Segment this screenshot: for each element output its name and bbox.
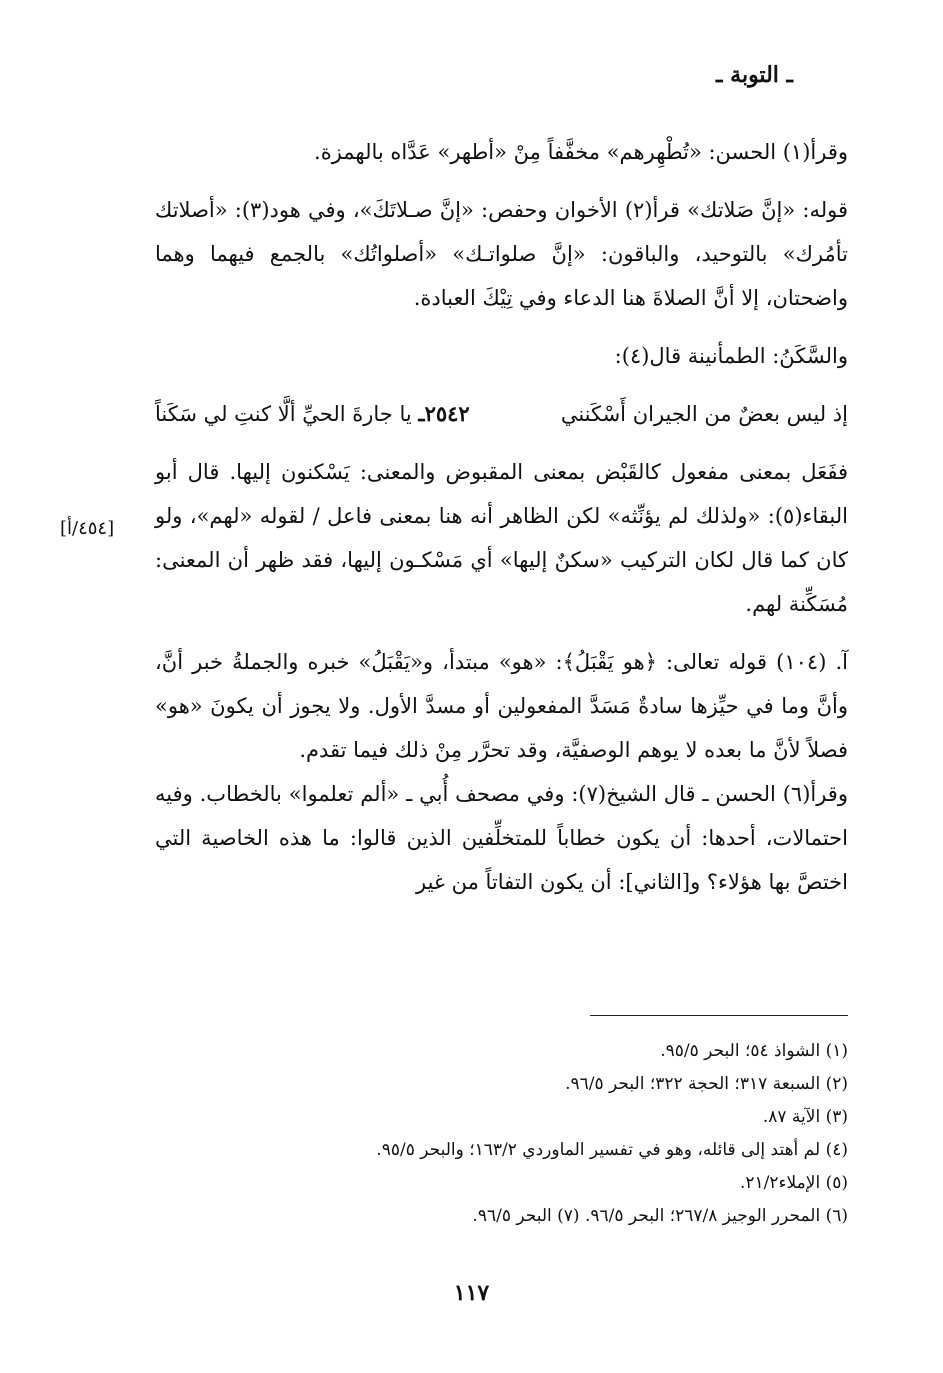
manuscript-folio-note: [٤٥٤/أ] bbox=[60, 518, 115, 539]
page-number: ١١٧ bbox=[453, 1280, 490, 1306]
paragraph-5: آ. (١٠٤) قوله تعالى: ﴿هو يَقْبَلُ﴾: «هو» مبتدأ، و«يَقْبَلُ» خبره والجملةُ خبر أنَّ، وأنَّ وما في حيِّزها سادةٌ مَسَدَّ المفعولين أو مسدَّ الأول. ولا يجوز أن يكونَ «هو» فصلاً لأنَّ ما بعده لا يوهم الوصفيَّة، وقد تحرَّر مِنْ ذلك فيما تقدم. bbox=[155, 650, 848, 762]
paragraph-1: وقرأ(١) الحسن: «تُطْهِرهم» مخفَّفاً مِنْ «أطهر» عَدَّاه بالهمزة. bbox=[314, 140, 848, 164]
paragraph-2: قوله: «إنَّ صَلاتك» قرأ(٢) الأخوان وحفص: «إنَّ صـلاتَكَ»، وفي هود(٣): «أصلاتك تأمُرك» بالتوحيد، والباقون: «إنَّ صلواتـك» «أصلواتُك» بالجمع فيهما وهما واضحتان، إلا أنَّ الصلاةَ هنا الدعاء وفي تِيْكَ العبادة. bbox=[155, 198, 849, 310]
verse-first-hemistich bbox=[155, 392, 470, 436]
running-header: ـ التوبة ـ bbox=[716, 62, 793, 88]
footnote: (٤) لم أهتد إلى قائله، وهو في تفسير الماوردي ١٦٣/٢؛ والبحر ٩٥/٥. bbox=[376, 1140, 848, 1160]
verse-number: ٢٥٤٢ـ bbox=[418, 401, 470, 426]
poetry-verse bbox=[155, 392, 848, 436]
paragraph-3: والسَّكَنُ: الطمأنينة قال(٤): bbox=[614, 344, 848, 368]
main-text bbox=[155, 130, 848, 904]
footnote: (٣) الآية ٨٧. bbox=[762, 1107, 848, 1127]
verse-half-1: يا جارةَ الحيِّ ألَّا كنتِ لي سَكَناً bbox=[155, 402, 412, 426]
verse-half-2: إذ ليس بعضٌ من الجيران أَسْكَنني bbox=[560, 402, 848, 426]
footnote: (٥) الإملاء٢١/٢. bbox=[739, 1173, 848, 1193]
footnotes bbox=[280, 1035, 848, 1233]
paragraph-4: ففَعَل بمعنى مفعول كالقَبْض بمعنى المقبوض والمعنى: يَسْكنون إليها. قال أبو البقاء(٥): «ولذلك لم يؤنِّثه» لكن الظاهر أنه هنا بمعنى فاعل / لقوله «لهم»، ولو كان كما قال لكان التركيب «سكنٌ إليها» أي مَسْكـون إليها، فقد ظهر أن المعنى: مُسَكِّنة لهم. bbox=[155, 460, 848, 616]
footnote: (١) الشواذ ٥٤؛ البحر ٩٥/٥. bbox=[660, 1041, 848, 1061]
footnote-divider bbox=[590, 1015, 848, 1016]
paragraph-6: وقرأ(٦) الحسن ـ قال الشيخ(٧): وفي مصحف أُبي ـ «ألم تعلموا» بالخطاب. وفيه احتمالات، أحدها: أن يكون خطاباً للمتخلِّفين الذين قالوا: ما هذه الخاصية التي اختصَّ بها هؤلاء؟ و[الثاني]: أن يكون التفاتاً من غير bbox=[155, 782, 848, 894]
footnote: (٢) السبعة ٣١٧؛ الحجة ٣٢٢؛ البحر ٩٦/٥. bbox=[565, 1074, 848, 1094]
footnote: (٦) المحرر الوجيز ٢٦٧/٨؛ البحر ٩٦/٥. (٧) البحر ٩٦/٥. bbox=[472, 1206, 848, 1226]
